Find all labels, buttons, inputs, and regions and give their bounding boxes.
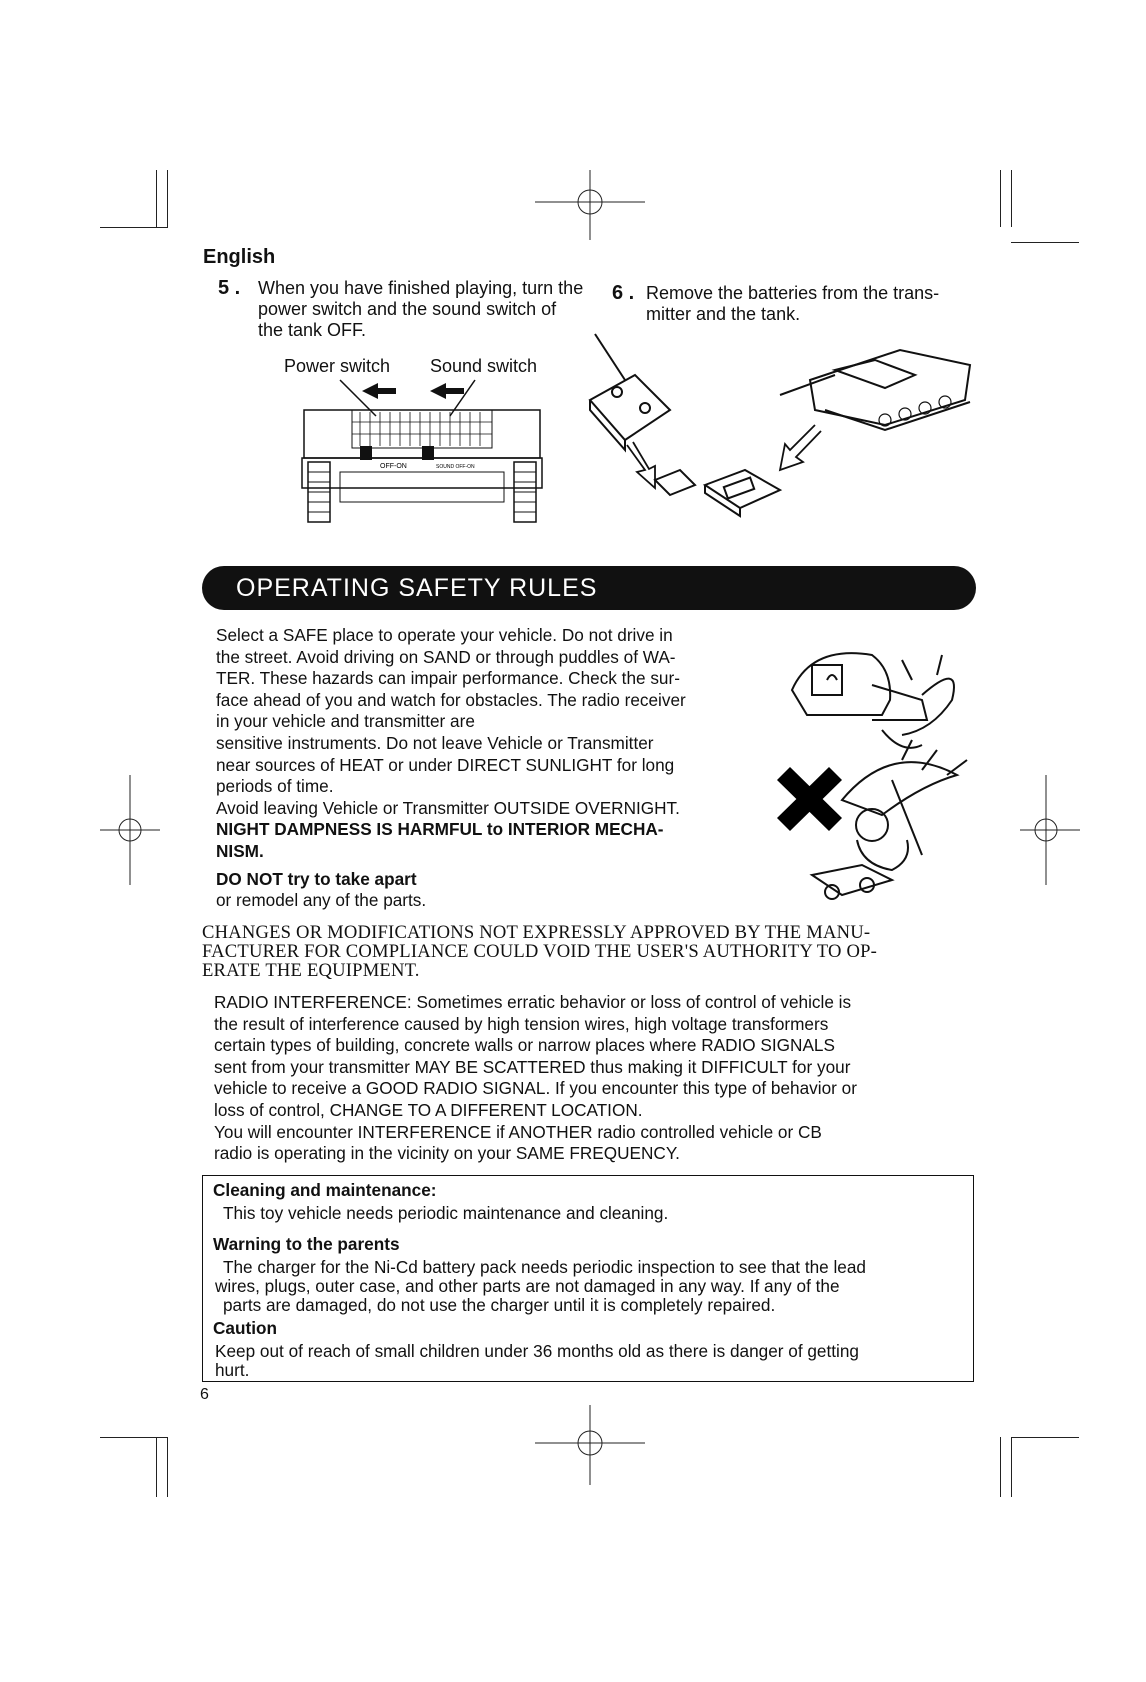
disclaimer-line: ERATE THE EQUIPMENT. [202,960,420,981]
panel-off-on-label: OFF-ON [380,463,407,470]
safety-line: NIGHT DAMPNESS IS HARMFUL to INTERIOR MECHA- [216,819,664,840]
warning-heading: Warning to the parents [213,1234,400,1254]
radio-line: loss of control, CHANGE TO A DIFFERENT LOCATION. [214,1099,643,1120]
step-6 [612,283,992,333]
transmitter-icon [590,334,670,450]
language-heading: English [203,246,276,268]
battery-removal-illustration [585,330,975,540]
safety-rules-text [216,625,776,912]
sound-switch-label: Sound switch [430,356,538,376]
radio-line: RADIO INTERFERENCE: Sometimes erratic behavior or loss of control of vehicle is [214,992,852,1012]
registration-mark-right [1020,775,1080,885]
warning-x-icon [777,767,842,831]
caution-line: hurt. [215,1360,250,1380]
radio-line: radio is operating in the vicinity on your SAME FREQUENCY. [214,1143,680,1164]
cleaning-body: This toy vehicle needs periodic maintenance and cleaning. [223,1203,669,1223]
fcc-disclaimer [202,923,972,980]
radio-line: vehicle to receive a GOOD RADIO SIGNAL. If you encounter this type of behavior or [214,1078,857,1099]
arrow-left-icon [430,383,464,399]
panel-sound-label: SOUND OFF-ON [436,464,475,470]
maintenance-warning-box [202,1175,974,1382]
caution-heading: Caution [213,1318,277,1338]
power-switch-label: Power switch [284,356,391,376]
step-5-line: power switch and the sound switch of [258,299,557,319]
radio-line: sent from your transmitter MAY BE SCATTERED thus making it DIFFICULT for your [214,1056,851,1077]
step-5-line: the tank OFF. [258,320,367,340]
safety-line: in your vehicle and transmitter are [216,711,475,732]
registration-mark-bottom [535,1405,645,1485]
safety-line: TER. These hazards can impair performance. Check the sur- [216,668,680,689]
safety-line: near sources of HEAT or under DIRECT SUNLIGHT for long [216,754,675,775]
safety-line: the street. Avoid driving on SAND or through puddles of WA- [216,646,676,667]
do-not-line: or remodel any of the parts. [216,890,427,911]
radio-line: certain types of building, concrete walls or narrow places where RADIO SIGNALS [214,1035,835,1056]
registration-mark-top [535,170,645,240]
safety-line: sensitive instruments. Do not leave Vehicle or Transmitter [216,732,654,753]
radio-line: You will encounter INTERFERENCE if ANOTHER radio controlled vehicle or CB [214,1121,822,1142]
arrow-left-icon [362,383,396,399]
battery-pack-icon [655,470,780,516]
tank-switch-panel-illustration [300,376,545,526]
do-not-line: DO NOT try to take apart [216,868,417,889]
car-and-child-warning-illustration [772,640,982,920]
disclaimer-line: CHANGES OR MODIFICATIONS NOT EXPRESSLY APPROVED BY THE MANU- [202,922,871,943]
safety-line: Avoid leaving Vehicle or Transmitter OUTSIDE OVERNIGHT. [216,797,680,818]
disclaimer-line: FACTURER FOR COMPLIANCE COULD VOID THE USER'S AUTHORITY TO OP- [202,941,878,962]
car-on-rough-ground-icon [792,653,954,748]
step-6-line: Remove the batteries from the trans- [646,283,940,303]
radio-line: the result of interference caused by high tension wires, high voltage transformers [214,1013,829,1034]
safety-line: face ahead of you and watch for obstacles. The radio receiver [216,689,686,710]
step-5 [218,278,618,348]
safety-rules-banner: OPERATING SAFETY RULES [202,566,976,610]
warning-line: wires, plugs, outer case, and other parts are not damaged in any way. If any of the [215,1276,840,1296]
step-6-line: mitter and the tank. [646,304,801,324]
step-5-line: When you have finished playing, turn the [258,278,584,298]
safety-line: periods of time. [216,776,334,797]
radio-interference-text [214,992,974,1165]
registration-mark-left [100,775,160,885]
cleaning-heading: Cleaning and maintenance: [213,1180,437,1200]
warning-line: parts are damaged, do not use the charger until it is completely repaired. [223,1295,776,1315]
page-number: 6 [200,1386,209,1403]
caution-line: Keep out of reach of small children under 36 months old as there is danger of getting [215,1341,859,1361]
warning-line: The charger for the Ni-Cd battery pack needs periodic inspection to see that the lead [223,1257,866,1277]
step-6-number: 6 . [612,282,635,304]
tank-icon [780,350,970,430]
safety-line: NISM. [216,840,264,861]
step-5-number: 5 . [218,277,241,299]
safety-line: Select a SAFE place to operate your vehicle. Do not drive in [216,625,673,645]
